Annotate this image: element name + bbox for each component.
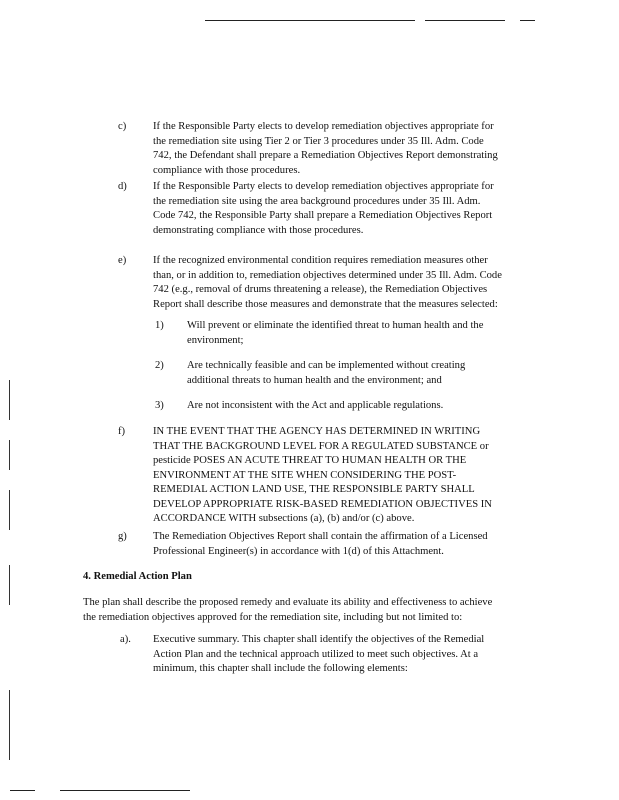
- scan-margin-mark: [9, 440, 10, 470]
- sub-item-label: 2): [155, 360, 164, 371]
- text-line: If the recognized environmental condition requires remediation measures other: [153, 255, 488, 266]
- scan-rule: [60, 790, 190, 791]
- text-line: Executive summary. This chapter shall identify the objectives of the Remedial: [153, 634, 485, 645]
- text-line: ACCORDANCE WITH subsections (a), (b) and/or (c) above.: [153, 513, 415, 524]
- scan-rule: [205, 20, 415, 21]
- list-item-label: e): [118, 255, 127, 266]
- list-item-text: [153, 425, 492, 527]
- list-item-label: d): [118, 181, 127, 192]
- text-line: demonstrating compliance with those procedures.: [153, 224, 364, 236]
- text-line: THAT THE BACKGROUND LEVEL FOR A REGULATED SUBSTANCE or: [153, 440, 489, 452]
- list-item-label: g): [118, 531, 127, 542]
- text-line: 742, the Defendant shall prepare a Remediation Objectives Report demonstrating: [153, 150, 498, 161]
- text-line: pesticide POSES AN ACUTE THREAT TO HUMAN HEALTH OR THE: [153, 455, 467, 466]
- text-line: environment;: [187, 334, 244, 346]
- section-intro: [83, 596, 492, 625]
- text-line: REMEDIAL ACTION LAND USE, THE RESPONSIBLE PARTY SHALL: [153, 484, 475, 495]
- list-item-text: [153, 120, 498, 178]
- list-item-label: f): [118, 426, 126, 437]
- text-line: additional threats to human health and the environment; and: [187, 374, 442, 386]
- text-line: Action Plan and the technical approach utilized to meet such objectives. At a: [153, 648, 479, 660]
- text-line: ENVIRONMENT AT THE SITE WHEN CONSIDERING THE POST-: [153, 469, 457, 481]
- scan-margin-mark: [9, 565, 10, 605]
- sub-item-text: [187, 319, 483, 348]
- text-line: Are not inconsistent with the Act and applicable regulations.: [187, 400, 444, 411]
- text-line: If the Responsible Party elects to develop remediation objectives appropriate for: [153, 181, 494, 192]
- text-line: 742 (e.g., removal of drums threatening a release), the Remediation Objectives: [153, 284, 488, 295]
- text-line: Will prevent or eliminate the identified threat to human health and the: [187, 320, 484, 331]
- text-line: Code 742, the Responsible Party shall prepare a Remediation Objectives Report: [153, 210, 493, 221]
- scan-rule: [10, 790, 35, 791]
- text-line: the remediation site using Tier 2 or Tier 3 procedures under 35 Ill. Adm. Code: [153, 135, 484, 147]
- text-line: Professional Engineer(s) in accordance with 1(d) of this Attachment.: [153, 545, 444, 557]
- text-line: than, or in addition to, remediation objectives determined under 35 Ill. Adm. Code: [153, 269, 502, 281]
- scan-margin-mark: [9, 380, 10, 420]
- text-line: the remediation objectives approved for the remediation site, including but not limited to:: [83, 611, 463, 623]
- list-item-text: [153, 180, 494, 238]
- sub-item-text: [187, 399, 443, 414]
- sub-item-label: 1): [155, 320, 164, 331]
- sub-item-text: [187, 359, 465, 388]
- scan-rule: [425, 20, 505, 21]
- text-line: The Remediation Objectives Report shall contain the affirmation of a Licensed: [153, 531, 488, 542]
- scan-margin-mark: [9, 490, 10, 530]
- scan-margin-mark: [9, 690, 10, 760]
- text-line: The plan shall describe the proposed remedy and evaluate its ability and effectiveness to achieve: [83, 597, 493, 608]
- section-item-label: a).: [120, 634, 131, 645]
- text-line: Are technically feasible and can be implemented without creating: [187, 360, 466, 371]
- list-item-label: c): [118, 121, 127, 132]
- scan-rule: [520, 20, 535, 21]
- section-heading: 4. Remedial Action Plan: [83, 571, 192, 582]
- sub-item-label: 3): [155, 400, 164, 411]
- list-item-text: [153, 254, 502, 312]
- text-line: Report shall describe those measures and demonstrate that the measures selected:: [153, 298, 498, 310]
- text-line: the remediation site using the area background procedures under 35 Ill. Adm.: [153, 195, 481, 207]
- text-line: compliance with those procedures.: [153, 164, 301, 176]
- list-item-text: [153, 530, 488, 559]
- section-item-text: [153, 633, 484, 677]
- text-line: minimum, this chapter shall include the following elements:: [153, 663, 408, 674]
- text-line: IN THE EVENT THAT THE AGENCY HAS DETERMINED IN WRITING: [153, 426, 481, 437]
- text-line: DEVELOP APPROPRIATE RISK-BASED REMEDIATION OBJECTIVES IN: [153, 498, 492, 510]
- text-line: If the Responsible Party elects to develop remediation objectives appropriate for: [153, 121, 494, 132]
